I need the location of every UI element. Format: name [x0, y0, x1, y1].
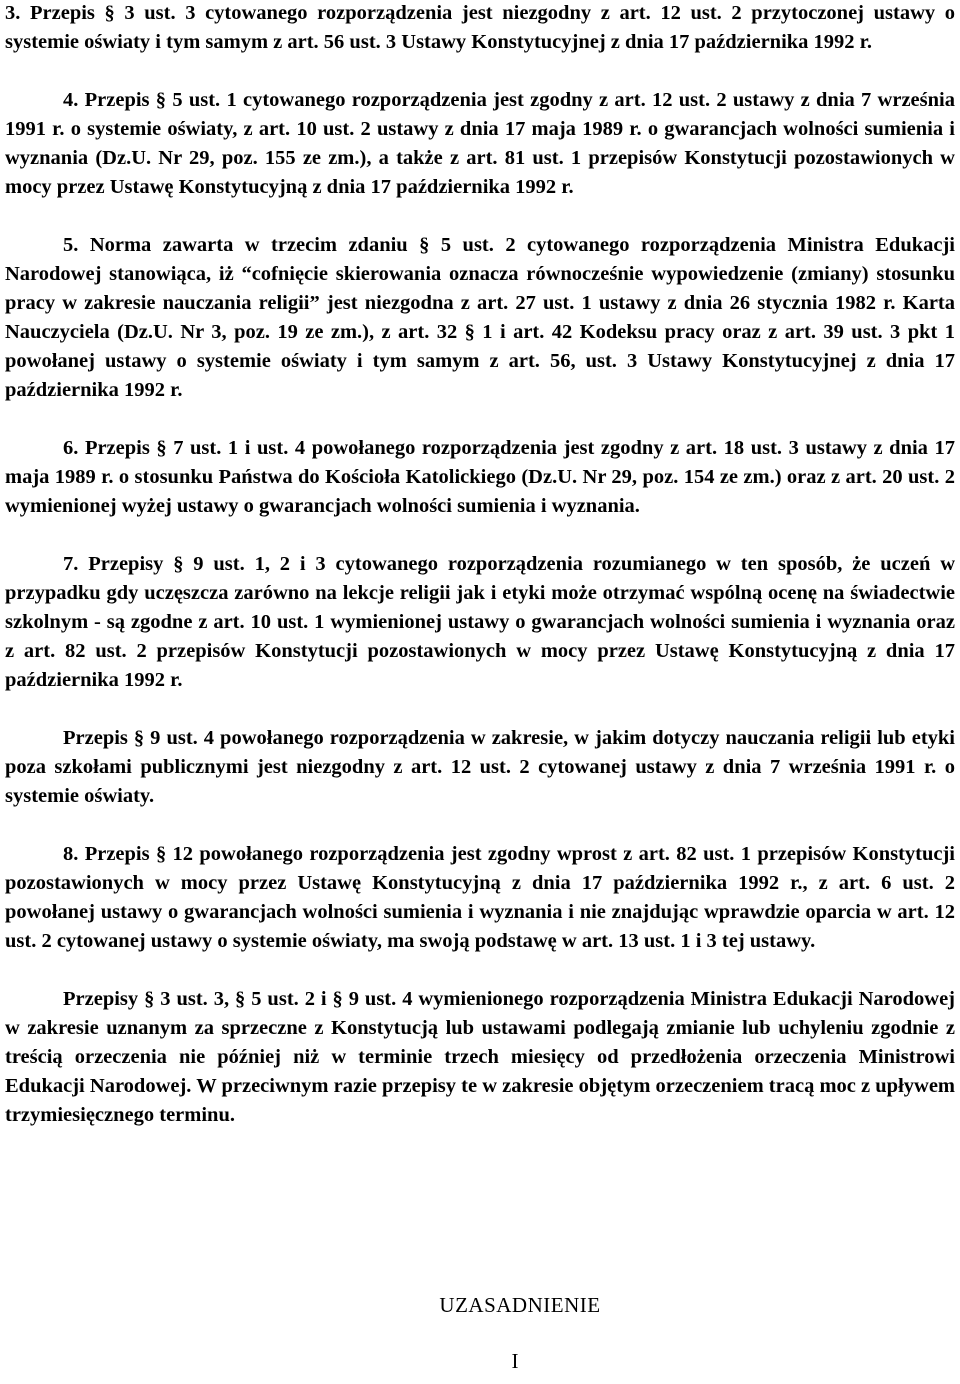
paragraph-point-5: 5. Norma zawarta w trzecim zdaniu § 5 ust. 2 cytowanego rozporządzenia Ministra Edukacji Narodowej stanowiąca, iż “cofnięcie skierowania oznacza równocześnie wypowiedzenie (zmiany) stosunku pracy w zakresie nauczania religii” jest niezgodna z art. 27 ust. 1 ustawy z dnia 26 stycznia 1982 r. Karta Nauczyciela (Dz.U. Nr 3, poz. 19 ze zm.), z art. 32 § 1 i art. 42 Kodeksu pracy oraz z art. 39 ust. 3 pkt 1 powołanej ustawy o systemie oświaty i tym samym z art. 56, ust. 3 Ustawy Konstytucyjnej z dnia 17 października 1992 r. — [5, 234, 955, 401]
document-page — [5, 0, 955, 1130]
paragraph-point-3: 3. Przepis § 3 ust. 3 cytowanego rozporządzenia jest niezgodny z art. 12 ust. 2 przytoczonej ustawy o systemie oświaty i tym samym z art. 56 ust. 3 Ustawy Konstytucyjnej z dnia 17 października 1992 r. — [5, 2, 955, 53]
paragraph-point-7-continued: Przepis § 9 ust. 4 powołanego rozporządzenia w zakresie, w jakim dotyczy nauczania religii lub etyki poza szkołami publicznymi jest niezgodny z art. 12 ust. 2 cytowanej ustawy z dnia 7 września 1991 r. o systemie oświaty. — [5, 727, 955, 807]
paragraph-point-6: 6. Przepis § 7 ust. 1 i ust. 4 powołanego rozporządzenia jest zgodny z art. 18 ust. 3 ustawy z dnia 17 maja 1989 r. o stosunku Państwa do Kościoła Katolickiego (Dz.U. Nr 29, poz. 154 ze zm.) oraz z art. 20 ust. 2 wymienionej wyżej ustawy o gwarancjach wolności sumienia i wyznania. — [5, 437, 955, 517]
paragraph-point-4: 4. Przepis § 5 ust. 1 cytowanego rozporządzenia jest zgodny z art. 12 ust. 2 ustawy z dnia 7 września 1991 r. o systemie oświaty, z art. 10 ust. 2 ustawy z dnia 17 maja 1989 r. o gwarancjach wolności sumienia i wyznania (Dz.U. Nr 29, poz. 155 ze zm.), a także z art. 81 ust. 1 przepisów Konstytucji pozostawionych w mocy przez Ustawę Konstytucyjną z dnia 17 października 1992 r. — [5, 89, 955, 198]
section-heading: UZASADNIENIE — [439, 1293, 601, 1317]
paragraph-final-provisions: Przepisy § 3 ust. 3, § 5 ust. 2 i § 9 ust. 4 wymienionego rozporządzenia Ministra Edukacji Narodowej w zakresie uznanym za sprzeczne z Konstytucją lub ustawami podlegają zmianie lub uchyleniu zgodnie z treścią orzeczenia nie później niż w terminie trzech miesięcy od przedłożenia orzeczenia Ministrowi Edukacji Narodowej. W przeciwnym razie przepisy te w zakresie objętym orzeczeniem tracą moc z upływem trzymiesięcznego terminu. — [5, 988, 955, 1126]
paragraph-point-8: 8. Przepis § 12 powołanego rozporządzenia jest zgodny wprost z art. 82 ust. 1 przepisów Konstytucji pozostawionych w mocy przez Ustawę Konstytucyjną z dnia 17 października 1992 r., z art. 6 ust. 2 powołanej ustawy o gwarancjach wolności sumienia i wyznania i nie znajdując wprawdzie oparcia w art. 12 ust. 2 cytowanej ustawy o systemie oświaty, ma swoją podstawę w art. 13 ust. 1 i 3 tej ustawy. — [5, 843, 955, 952]
paragraph-point-7: 7. Przepisy § 9 ust. 1, 2 i 3 cytowanego rozporządzenia rozumianego w ten sposób, że uczeń w przypadku gdy uczęszcza zarówno na lekcje religii jak i etyki może otrzymać wspólną ocenę na świadectwie szkolnym - są zgodne z art. 10 ust. 1 wymienionej ustawy o gwarancjach wolności sumienia i wyznania oraz z art. 82 ust. 2 przepisów Konstytucji pozostawionych w mocy przez Ustawę Konstytucyjną z dnia 17 października 1992 r. — [5, 553, 955, 691]
section-number: I — [511, 1349, 519, 1373]
